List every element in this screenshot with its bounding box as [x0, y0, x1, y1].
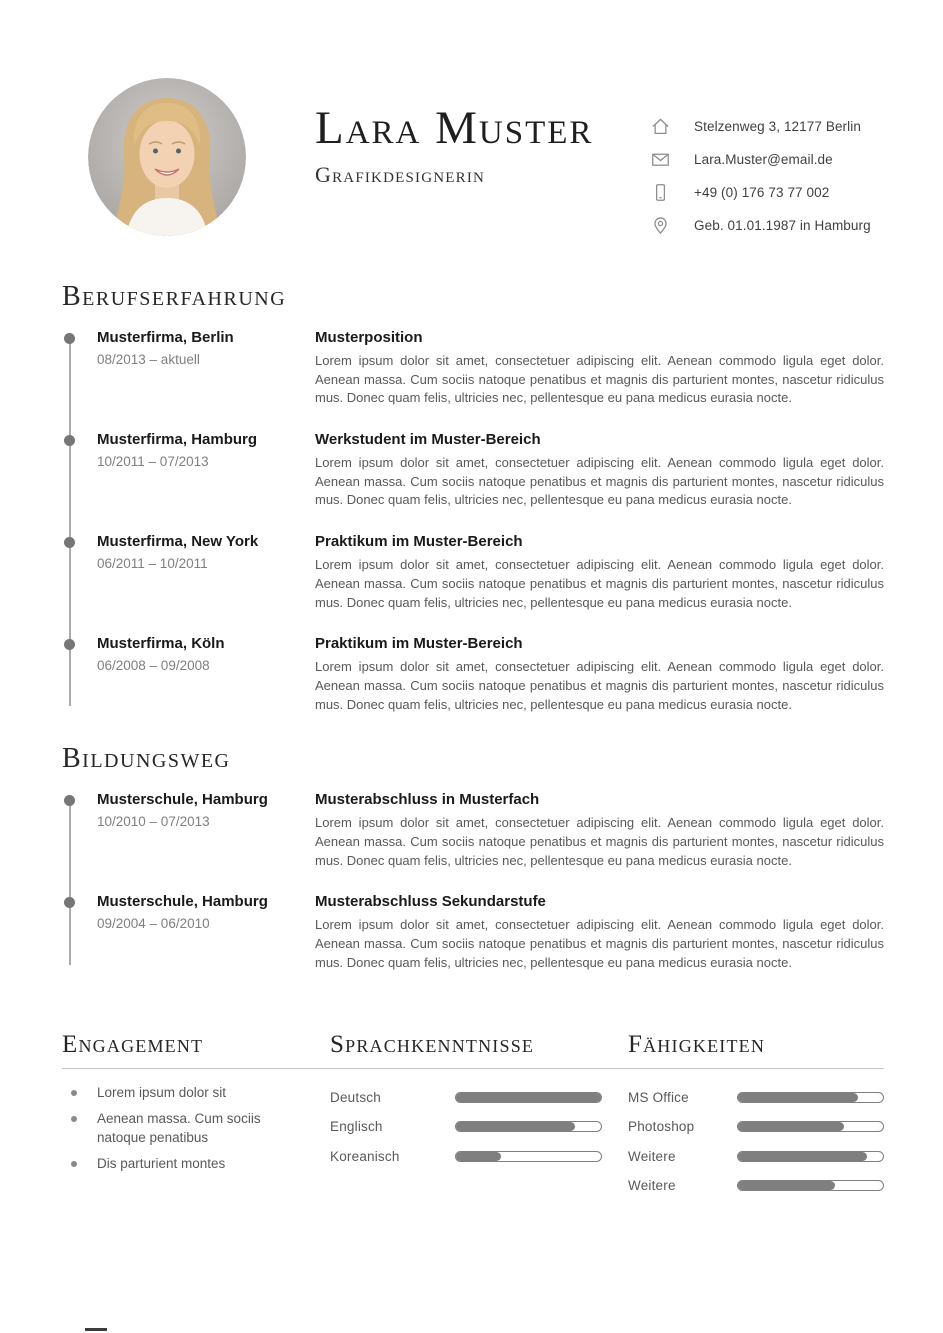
profile-photo [88, 78, 246, 236]
education-entry [62, 791, 884, 870]
skill-level-bar [737, 1151, 884, 1162]
education-entry [62, 893, 884, 972]
contact-birth-text: Geb. 01.01.1987 in Hamburg [694, 218, 871, 233]
skill-row [628, 1142, 884, 1172]
contact-address [650, 110, 884, 143]
language-row [330, 1083, 602, 1113]
entry-position: Praktikum im Muster-Bereich [315, 533, 523, 551]
language-label: Deutsch [330, 1089, 381, 1105]
entry-company: Musterfirma, Köln [97, 635, 225, 653]
skill-row [628, 1112, 884, 1142]
skill-level-bar [737, 1180, 884, 1191]
entry-dates: 08/2013 – aktuell [97, 351, 200, 367]
language-label: Englisch [330, 1119, 383, 1135]
engagement-item: Aenean massa. Cum sociis natoque penatibus [62, 1109, 304, 1149]
experience-entry [62, 533, 884, 612]
skill-row [628, 1083, 884, 1113]
language-row [330, 1112, 602, 1142]
entry-degree: Musterabschluss Sekundarstufe [315, 893, 546, 911]
identity-block [315, 104, 593, 188]
candidate-name: Lara Muster [315, 102, 594, 154]
candidate-job-title: Grafikdesignerin [315, 162, 486, 188]
location-icon [650, 215, 671, 236]
entry-school: Musterschule, Hamburg [97, 791, 268, 809]
skill-label: Photoshop [628, 1119, 695, 1135]
bottom-content-row [62, 1083, 884, 1201]
entry-company: Musterfirma, Hamburg [97, 430, 258, 448]
skill-level-bar [737, 1121, 884, 1132]
contact-birth [650, 209, 884, 242]
timeline-dot [64, 537, 75, 548]
language-level-bar [455, 1151, 602, 1162]
contact-phone-text: +49 (0) 176 73 77 002 [694, 185, 830, 200]
timeline-dot [64, 435, 75, 446]
section-education [62, 744, 884, 972]
language-level-bar [455, 1092, 602, 1103]
engagement-heading: Engagement [62, 1030, 204, 1058]
contact-list [650, 110, 884, 242]
language-row [330, 1142, 602, 1172]
entry-description: Lorem ipsum dolor sit amet, consectetuer adipiscing elit. Aenean commodo ligula eget dolor. Aenean massa. Cum sociis natoque penatibus et magnis dis parturient montes, nascetur ridiculus mus. Donec quam felis, ultricies nec, pellentesque eu pana medicus eurasia nocte. [315, 557, 884, 610]
engagement-item: Lorem ipsum dolor sit [62, 1083, 304, 1103]
skill-label: Weitere [628, 1148, 676, 1164]
entry-dates: 09/2004 – 06/2010 [97, 916, 210, 932]
bottom-headings-row [62, 1031, 884, 1059]
entry-position: Werkstudent im Muster-Bereich [315, 430, 541, 448]
header [62, 78, 884, 242]
contact-address-text: Stelzenweg 3, 12177 Berlin [694, 119, 861, 134]
entry-company: Musterfirma, Berlin [97, 328, 234, 346]
experience-timeline [62, 329, 884, 715]
entry-dates: 10/2011 – 07/2013 [97, 453, 209, 469]
entry-description: Lorem ipsum dolor sit amet, consectetuer adipiscing elit. Aenean commodo ligula eget dolor. Aenean massa. Cum sociis natoque penatibus et magnis dis parturient montes, nascetur ridiculus mus. Donec quam felis, ultricies nec, pellentesque eu pana medicus eurasia nocte. [315, 917, 884, 970]
skill-level-bar [737, 1092, 884, 1103]
contact-email-text: Lara.Muster@email.de [694, 152, 833, 167]
language-label: Koreanisch [330, 1148, 400, 1164]
entry-description: Lorem ipsum dolor sit amet, consectetuer adipiscing elit. Aenean commodo ligula eget dolor. Aenean massa. Cum sociis natoque penatibus et magnis dis parturient montes, nascetur ridiculus mus. Donec quam felis, ultricies nec, pellentesque eu pana medicus eurasia nocte. [315, 454, 884, 508]
engagement-list [62, 1083, 304, 1201]
skill-label: Weitere [628, 1178, 676, 1194]
education-heading: Bildungsweg [62, 743, 231, 775]
home-icon [650, 116, 671, 137]
phone-icon [650, 182, 671, 203]
entry-position: Praktikum im Muster-Bereich [315, 635, 523, 653]
entry-company: Musterfirma, New York [97, 533, 259, 551]
entry-school: Musterschule, Hamburg [97, 893, 268, 911]
portrait-illustration [88, 78, 246, 236]
experience-entry [62, 329, 884, 408]
languages-heading: Sprachkenntnisse [330, 1030, 535, 1058]
education-timeline [62, 791, 884, 972]
entry-dates: 06/2008 – 09/2008 [97, 658, 210, 674]
entry-dates: 10/2010 – 07/2013 [97, 814, 210, 830]
skill-row [628, 1171, 884, 1201]
entry-description: Lorem ipsum dolor sit amet, consectetuer adipiscing elit. Aenean commodo ligula eget dolor. Aenean massa. Cum sociis natoque penatibus et magnis dis parturient montes, nascetur ridiculus mus. Donec quam felis, ultricies nec, pellentesque eu pana medicus eurasia nocte. [315, 815, 884, 868]
skill-label: MS Office [628, 1089, 689, 1105]
entry-description: Lorem ipsum dolor sit amet, consectetuer adipiscing elit. Aenean commodo ligula eget dolor. Aenean massa. Cum sociis natoque penatibus et magnis dis parturient montes, nascetur ridiculus mus. Donec quam felis, ultricies nec, pellentesque eu pana medicus eurasia nocte. [315, 659, 884, 712]
section-experience [62, 282, 884, 714]
entry-degree: Musterabschluss in Musterfach [315, 791, 540, 809]
contact-phone [650, 176, 884, 209]
entry-dates: 06/2011 – 10/2011 [97, 556, 208, 572]
contact-email [650, 143, 884, 176]
timeline-dot [64, 333, 75, 344]
bottom-headings-rule [62, 1068, 884, 1069]
experience-entry [62, 635, 884, 714]
skills-list [628, 1083, 884, 1201]
experience-entry [62, 431, 884, 510]
timeline-dot [64, 897, 75, 908]
experience-heading: Berufserfahrung [62, 281, 287, 312]
engagement-item: Dis parturient montes [62, 1154, 304, 1174]
timeline-dot [64, 639, 75, 650]
timeline-dot [64, 795, 75, 806]
scan-artifact [85, 1328, 107, 1331]
section-bottom [62, 1031, 884, 1201]
entry-description: Lorem ipsum dolor sit amet, consectetuer adipiscing elit. Aenean commodo ligula eget dolor. Aenean massa. Cum sociis natoque penatibus et magnis dis parturient montes, nascetur ridiculus mus. Donec quam felis, ultricies nec, pellentesque eu pana medicus eurasia nocte. [315, 352, 884, 406]
skills-heading: Fähigkeiten [628, 1030, 766, 1058]
languages-list [330, 1083, 602, 1201]
mail-icon [650, 149, 671, 170]
language-level-bar [455, 1121, 602, 1132]
entry-position: Musterposition [315, 328, 423, 346]
